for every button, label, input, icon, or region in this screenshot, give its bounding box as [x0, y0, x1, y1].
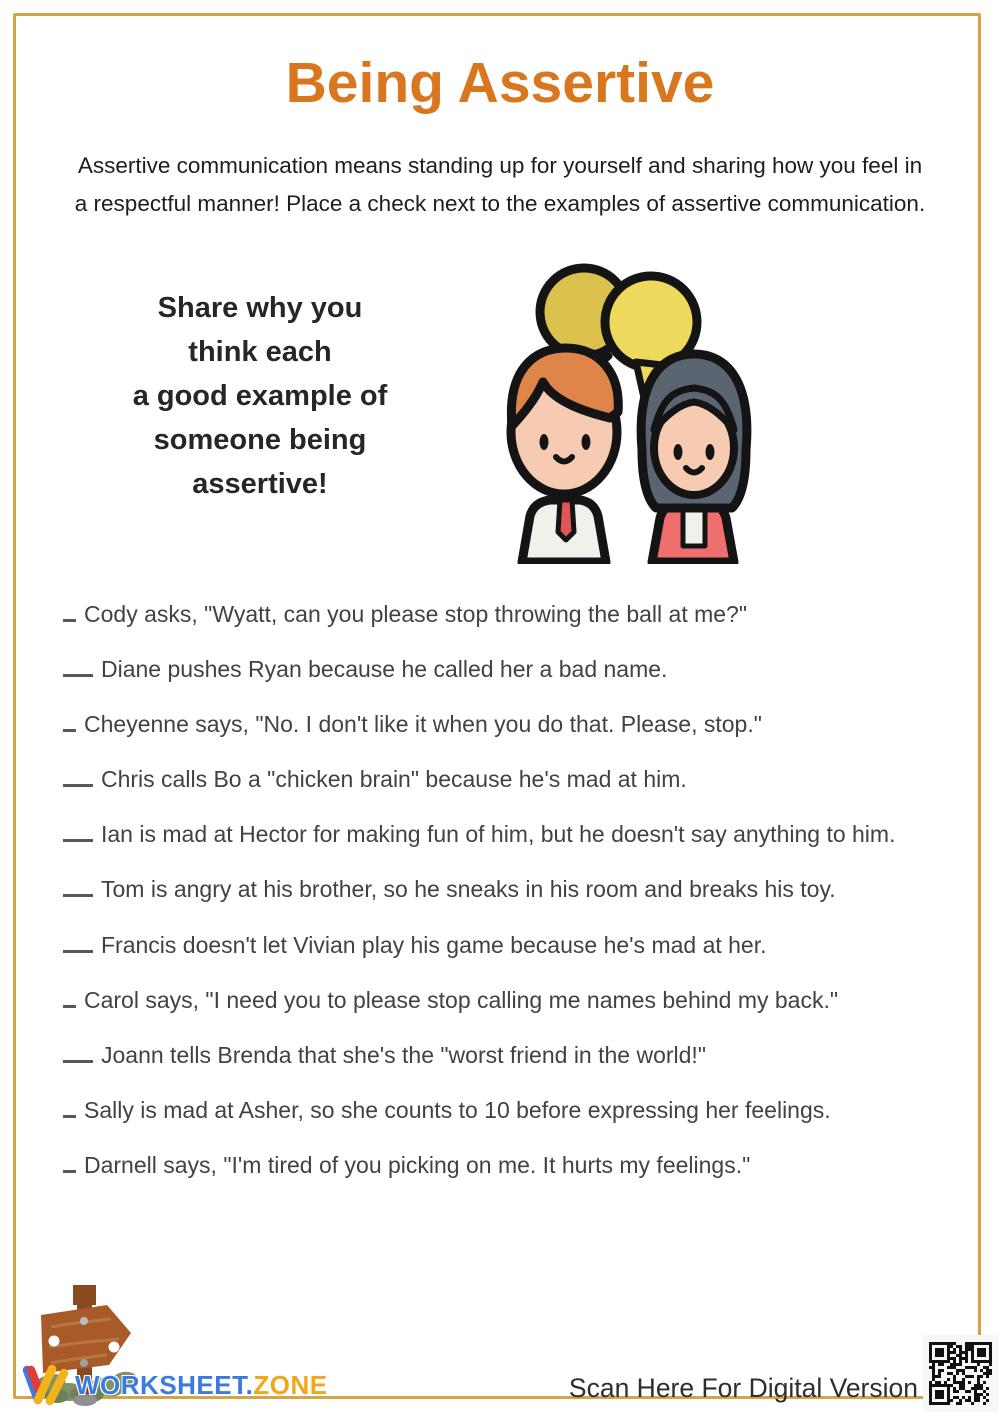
statement-text: Ian is mad at Hector for making fun of him, but he doesn't say anything to him.: [101, 821, 896, 848]
answer-blank[interactable]: [63, 1148, 76, 1173]
statement-row: [63, 706, 949, 743]
statement-text: Sally is mad at Asher, so she counts to 10 before expressing her feelings.: [84, 1096, 831, 1123]
prompt-line: Share why you: [157, 292, 363, 324]
answer-blank[interactable]: [63, 818, 93, 843]
answer-blank[interactable]: [63, 707, 76, 732]
prompt-line: someone being: [153, 424, 367, 456]
statement-text: Francis doesn't let Vivian play his game because he's mad at her.: [101, 931, 767, 958]
statement-text: Tom is angry at his brother, so he sneaks in his room and breaks his toy.: [101, 876, 836, 903]
answer-blank[interactable]: [63, 928, 93, 953]
answer-blank[interactable]: [63, 597, 76, 622]
statement-row: [63, 1147, 949, 1184]
statement-text: Darnell says, "I'm tired of you picking on me. It hurts my feelings.": [84, 1151, 751, 1178]
girl-icon: [641, 354, 747, 562]
prompt-line: think each: [188, 336, 332, 368]
speech-bubbles-icon: [494, 250, 766, 564]
kids-talking-illustration: [494, 250, 766, 564]
page-title: Being Assertive: [285, 51, 715, 115]
answer-blank[interactable]: [63, 1093, 76, 1118]
answer-blank[interactable]: [63, 652, 93, 677]
statement-row: [63, 982, 949, 1019]
qr-box: [923, 1335, 998, 1412]
statement-text: Chris calls Bo a "chicken brain" because he's mad at him.: [101, 766, 687, 793]
statement-row: [63, 927, 949, 964]
answer-blank[interactable]: [63, 873, 93, 898]
answer-blank[interactable]: [63, 983, 76, 1008]
answer-blank[interactable]: [63, 1038, 93, 1063]
statement-text: Cheyenne says, "No. I don't like it when you do that. Please, stop.": [84, 711, 762, 738]
statement-row: [63, 761, 949, 798]
prompt-line: assertive!: [192, 468, 328, 500]
statement-row: [63, 816, 949, 853]
statement-row: [63, 1037, 949, 1074]
statement-text: Diane pushes Ryan because he called her a bad name.: [101, 656, 668, 683]
qr-icon: [929, 1342, 992, 1405]
statement-row: [63, 1092, 949, 1129]
statement-text: Cody asks, "Wyatt, can you please stop throwing the ball at me?": [84, 601, 748, 627]
boy-icon: [511, 348, 618, 562]
intro-line: Assertive communication means standing up for yourself and sharing how you feel in: [77, 153, 923, 178]
prompt-text: [68, 286, 452, 506]
logo-text: WORKSHEET.ZONE: [75, 1369, 328, 1400]
statement-list: [63, 596, 949, 1202]
statement-text: Carol says, "I need you to please stop calling me names behind my back.": [84, 986, 839, 1013]
scan-here-label: Scan Here For Digital Version: [568, 1373, 918, 1403]
statement-row: [63, 596, 949, 633]
intro-line: a respectful manner! Place a check next to the examples of assertive communication.: [74, 191, 926, 216]
prompt-line: a good example of: [132, 380, 388, 412]
statement-row: [63, 871, 949, 908]
statement-row: [63, 651, 949, 688]
answer-blank[interactable]: [63, 762, 93, 787]
intro-paragraph: [60, 147, 940, 223]
statement-text: Joann tells Brenda that she's the "worst friend in the world!": [101, 1041, 706, 1068]
